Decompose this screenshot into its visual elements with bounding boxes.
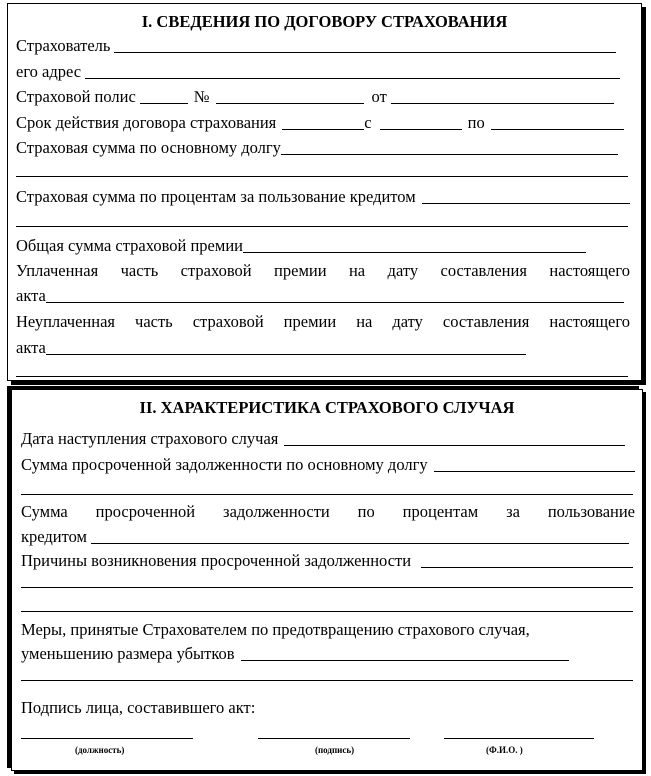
section-insured-event bbox=[11, 389, 643, 771]
sum-principal-row bbox=[16, 136, 618, 158]
policy-series-field[interactable] bbox=[140, 88, 188, 104]
full-name-line[interactable] bbox=[444, 738, 594, 739]
policy-no-label: № bbox=[193, 87, 210, 106]
overdue-interest-credit-label: кредитом bbox=[21, 527, 87, 546]
signature-label: Подпись лица, составившего акт: bbox=[21, 698, 256, 717]
signature-caption: (подпись) bbox=[315, 745, 355, 755]
premium-unpaid-extra-line[interactable] bbox=[16, 376, 628, 377]
insurer-label: Страхователь bbox=[16, 36, 111, 55]
premium-paid-field[interactable] bbox=[46, 287, 624, 303]
premium-total-label: Общая сумма страховой премии bbox=[16, 236, 243, 255]
sum-interest-label: Страховая сумма по процентам за пользование кредитом bbox=[16, 187, 416, 206]
full-name-caption: (Ф.И.О. ) bbox=[486, 745, 523, 755]
sum-principal-label: Страховая сумма по основному долгу bbox=[16, 138, 281, 157]
section-insurance-contract bbox=[7, 3, 642, 381]
measures-extra-line[interactable] bbox=[21, 680, 633, 681]
insurer-field[interactable] bbox=[114, 37, 616, 53]
overdue-interest-field[interactable] bbox=[91, 528, 629, 544]
premium-paid-label: Уплаченная часть страховой премии на дату составления настоящего bbox=[16, 261, 630, 280]
sum-interest-extra-line[interactable] bbox=[16, 226, 628, 227]
insurer-row bbox=[16, 34, 616, 56]
premium-unpaid-label: Неуплаченная часть страховой премии на дату составления настоящего bbox=[16, 312, 630, 331]
premium-total-row bbox=[16, 234, 586, 256]
policy-row bbox=[16, 85, 614, 107]
term-from-label: с bbox=[364, 113, 372, 132]
causes-extra-line-2[interactable] bbox=[21, 611, 633, 612]
term-from-field[interactable] bbox=[380, 114, 462, 130]
overdue-principal-row bbox=[21, 453, 635, 475]
sum-interest-row bbox=[16, 185, 630, 207]
term-to-field[interactable] bbox=[491, 114, 624, 130]
policy-date-field[interactable] bbox=[391, 88, 614, 104]
causes-field[interactable] bbox=[421, 552, 633, 568]
premium-unpaid-row-2 bbox=[16, 336, 526, 358]
event-date-label: Дата наступления страхового случая bbox=[21, 429, 279, 448]
section1-title: I. СВЕДЕНИЯ ПО ДОГОВОРУ СТРАХОВАНИЯ bbox=[141, 12, 508, 31]
policy-number-field[interactable] bbox=[216, 88, 364, 104]
premium-unpaid-row-1 bbox=[16, 310, 630, 332]
premium-paid-row-2 bbox=[16, 284, 624, 306]
signature-line[interactable] bbox=[258, 738, 410, 739]
premium-paid-act-label: акта bbox=[16, 286, 46, 305]
term-field[interactable] bbox=[282, 114, 364, 130]
overdue-interest-row-1 bbox=[21, 500, 635, 522]
overdue-principal-label: Сумма просроченной задолженности по основному долгу bbox=[21, 455, 428, 474]
event-date-row bbox=[21, 427, 625, 449]
sum-principal-extra-line[interactable] bbox=[16, 176, 628, 177]
position-line[interactable] bbox=[21, 738, 193, 739]
section2-title: II. ХАРАКТЕРИСТИКА СТРАХОВОГО СЛУЧАЯ bbox=[139, 398, 515, 417]
causes-row bbox=[21, 549, 633, 571]
measures-label-cont: уменьшению размера убытков bbox=[21, 644, 235, 663]
sum-principal-field[interactable] bbox=[281, 139, 618, 155]
policy-from-label: от bbox=[371, 87, 387, 106]
address-label: его адрес bbox=[16, 62, 82, 81]
causes-extra-line-1[interactable] bbox=[21, 587, 633, 588]
address-field[interactable] bbox=[85, 63, 620, 79]
term-label: Срок действия договора страхования bbox=[16, 113, 277, 132]
measures-row-1 bbox=[21, 618, 635, 640]
signature-row bbox=[21, 696, 421, 718]
overdue-interest-row-2 bbox=[21, 525, 629, 547]
term-row bbox=[16, 111, 624, 133]
sum-interest-field[interactable] bbox=[422, 188, 630, 204]
premium-unpaid-field[interactable] bbox=[46, 339, 526, 355]
overdue-principal-field[interactable] bbox=[434, 456, 635, 472]
measures-field[interactable] bbox=[241, 645, 569, 661]
event-date-field[interactable] bbox=[284, 430, 625, 446]
overdue-principal-extra-line[interactable] bbox=[21, 494, 633, 495]
measures-row-2 bbox=[21, 642, 569, 664]
policy-label: Страховой полис bbox=[16, 87, 136, 106]
measures-label: Меры, принятые Страхователем по предотвращению страхового случая, bbox=[21, 620, 530, 639]
term-to-label: по bbox=[467, 113, 485, 132]
premium-paid-row-1 bbox=[16, 259, 630, 281]
premium-total-field[interactable] bbox=[243, 237, 586, 253]
address-row bbox=[16, 60, 620, 82]
position-caption: (должность) bbox=[75, 745, 125, 755]
premium-unpaid-act-label: акта bbox=[16, 338, 46, 357]
causes-label: Причины возникновения просроченной задолженности bbox=[21, 551, 412, 570]
overdue-interest-label: Сумма просроченной задолженности по процентам за пользование bbox=[21, 502, 635, 521]
